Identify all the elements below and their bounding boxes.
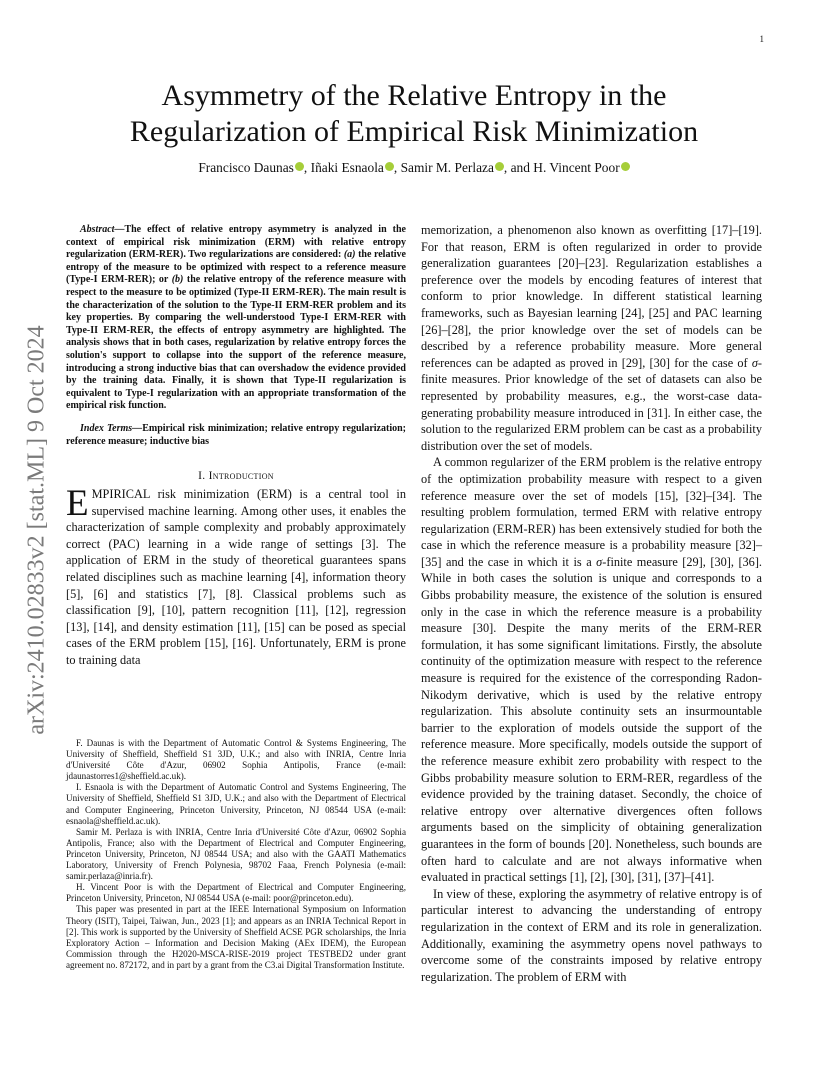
footnote-esnaola: I. Esnaola is with the Department of Automatic Control and Systems Engineering, The University of Sheffield, Sheffield S1 3JD, U.K.; and also with the Department of Electrical and Computer Engineering, Princeton University, Princeton, NJ 08544 USA (e-mail: esnaola@sheffield.ac.uk). [66, 782, 406, 826]
orcid-icon[interactable] [295, 162, 304, 171]
body-text: A common regularizer of the ERM problem is the relative entropy of the optimization probability measure with respect to a given reference measure over the set of models [15], [32]–[34]. The resulting problem formulation, termed ERM with relative entropy regularization (ERM-RER) has been extensively studied for both the case in which the reference measure is a probability measure [32]–[35] and the case in which it is a [421, 455, 762, 569]
body-text: -finite measures. Prior knowledge of the set of datasets can also be represented by probability measures, e.g., the worst-case data-generating probability measure introduced in [31]. In either case, the solution to the regularized ERM problem can be cast as a probability distribution over the set of models. [421, 355, 762, 453]
section-title: Introduction [208, 470, 274, 483]
intro-text: MPIRICAL risk minimization (ERM) is a central tool in supervised machine learning. Among other uses, it enables the characterization of sample complexity and probably approximately correct (PAC) learning in a wide range of settings [3]. The application of ERM in the study of theoretical guarantees spans related disciplines such as machine learning [4], information theory [5], [6] and statistics [7], [8]. Classical problems such as classification [9], [10], pattern recognition [11], [12], regression [13], [14], and density estimation [11], [15] can be posed as special cases of the ERM problem [15], [16]. Unfortunately, ERM is prone to training data [66, 487, 406, 668]
footnote-funding: This paper was presented in part at the IEEE International Symposium on Information Theory (ISIT), Taipei, Taiwan, Jun., 2023 [1]; and appears as an INRIA Technical Report in [2]. This work is supported by the University of Sheffield ACSE PGR scholarships, the Inria Exploratory Action – Information and Decision Making (AEx IDEM), the European Commission through the H2020-MSCA-RISE-2019 project TESTBED2 under grant agreement no. 872172, and in part by a grant from the C3.ai Digital Transformation Institute. [66, 904, 406, 970]
arxiv-stamp: arXiv:2410.02833v2 [stat.ML] 9 Oct 2024 [23, 325, 50, 735]
footnotes [66, 738, 406, 971]
footnote-poor: H. Vincent Poor is with the Department of Electrical and Computer Engineering, Princeton University, Princeton, NJ 08544 USA (e-mail: poor@princeton.edu). [66, 882, 406, 904]
index-terms-label: Index Terms— [80, 422, 143, 434]
author-name: H. Vincent Poor [533, 160, 620, 175]
orcid-icon[interactable] [621, 162, 630, 171]
author-list [80, 160, 748, 176]
index-terms-text: Empirical risk minimization; relative entropy regularization; reference measure; inductive bias [66, 422, 406, 447]
abstract [66, 224, 406, 413]
body-paragraph [421, 454, 762, 885]
abstract-label: Abstract— [80, 224, 125, 235]
abstract-math: (a) [343, 249, 356, 261]
orcid-icon[interactable] [385, 162, 394, 171]
abstract-text: The effect of relative entropy asymmetry is analyzed in the context of empirical risk minimization (ERM) with relative entropy regularization (ERM-RER). Two regularizations are considered: [66, 224, 406, 261]
page-number: 1 [759, 34, 764, 44]
footnote-daunas: F. Daunas is with the Department of Automatic Control & Systems Engineering, The University of Sheffield, Sheffield S1 3JD, U.K.; and also with INRIA, Centre Inria d'Université Côte d'Azur, 06902 Sophia Antipolis, France (e-mail: jdaunastorres1@sheffield.ac.uk). [66, 738, 406, 782]
arxiv-stamp-container [22, 290, 52, 770]
section-heading [66, 470, 406, 482]
author-separator: , [393, 160, 401, 175]
title-line-2: Regularization of Empirical Risk Minimization [129, 115, 699, 148]
author-name: Samir M. Perlaza [400, 160, 494, 175]
paper-title [80, 78, 748, 150]
body-text: memorization, a phenomenon also known as overfitting [17]–[19]. For that reason, ERM is often regularized in order to provide generalization guarantees [20]–[23]. Regularization establishes a preference over the models by encoding features of interest that conform to prior knowledge. In different statistical learning frameworks, such as Bayesian learning [24], [25] and PAC learning [26]–[28], the prior knowledge over the set of models can be described by a reference probability measure. More general references can be adapted as proved in [29], [30] for the case of [421, 223, 762, 370]
section-numeral: I. [198, 470, 209, 483]
intro-paragraph [66, 483, 406, 669]
body-paragraph: In view of these, exploring the asymmetry of relative entropy is of particular interest to advancing the understanding of entropy regularization in the context of ERM and its role in generalization. Additionally, examining the asymmetry opens novel pathways to overcome some of the constraints imposed by relative entropy regularization. The problem of ERM with [421, 886, 762, 984]
author-separator: , [303, 160, 311, 175]
title-line-1: Asymmetry of the Relative Entropy in the [161, 79, 667, 112]
orcid-icon[interactable] [495, 162, 504, 171]
math-symbol: σ [751, 355, 758, 370]
right-column [421, 222, 762, 985]
author-name: Iñaki Esnaola [310, 160, 384, 175]
drop-cap: E [66, 483, 89, 525]
left-column [66, 224, 406, 669]
body-paragraph [421, 222, 762, 454]
footnote-perlaza: Samir M. Perlaza is with INRIA, Centre Inria d'Université Côte d'Azur, 06902 Sophia Antipolis, France; also with the Department of Electrical and Computer Engineering, Princeton University, Princeton, NJ 08544 USA; and also with the GAATI Mathematics Laboratory, University of French Polynesia, 98702 Faaa, French Polynesia (e-mail: samir.perlaza@inria.fr). [66, 826, 406, 882]
index-terms [66, 423, 406, 448]
math-symbol: σ [596, 554, 603, 569]
abstract-text: the relative entropy of the reference measure with respect to the measure to be optimized (Type-II ERM-RER). The main result is the characterization of the solution to the Type-II ERM-RER problem and its key properties. By comparing the well-understood Type-I ERM-RER with Type-II ERM-RER, the effects of entropy asymmetry are highlighted. The analysis shows that in both cases, regularization by relative entropy forces the solution's support to collapse into the support of the reference measure, introducing a strong inductive bias that can overshadow the evidence provided by the training data. Finally, it is shown that Type-II regularization is equivalent to Type-I regularization with an appropriate transformation of the empirical risk function. [66, 274, 407, 412]
author-separator: , and [503, 160, 534, 175]
author-name: Francisco Daunas [198, 160, 294, 175]
abstract-text: the relative entropy of the measure to be optimized with respect to a reference measure (Type-I ERM-RER); or [66, 249, 406, 286]
body-text: -finite measure [29], [30], [36]. While in both cases the solution is unique and corresponds to a Gibbs probability measure, the existence of the solution is ensured only in the case in which the reference measure is a probability measure [30]. Despite the many merits of the ERM-RER formulation, it has some significant limitations. Firstly, the absolute continuity of the optimization measure with respect to the reference measure is required for the existence of the corresponding Radon-Nikodym derivative, which is used by the relative entropy regularization. This absolute continuity sets an insurmountable barrier to the exploration of models outside the support of the reference measure. More specifically, models outside the support of the reference measure exhibit zero probability with respect to the Gibbs probability measure solution to ERM-RER, regardless of the evidence provided by the training dataset. Secondly, the choice of relative entropy over alternative divergences often follows arguments based on the simplicity of obtaining generalization guarantees in the form of bounds [20]. Nonetheless, such bounds are often hard to calculate and are not always informative when evaluated in practical settings [1], [2], [30], [31], [37]–[41]. [421, 554, 763, 885]
abstract-math: (b) [171, 274, 184, 286]
